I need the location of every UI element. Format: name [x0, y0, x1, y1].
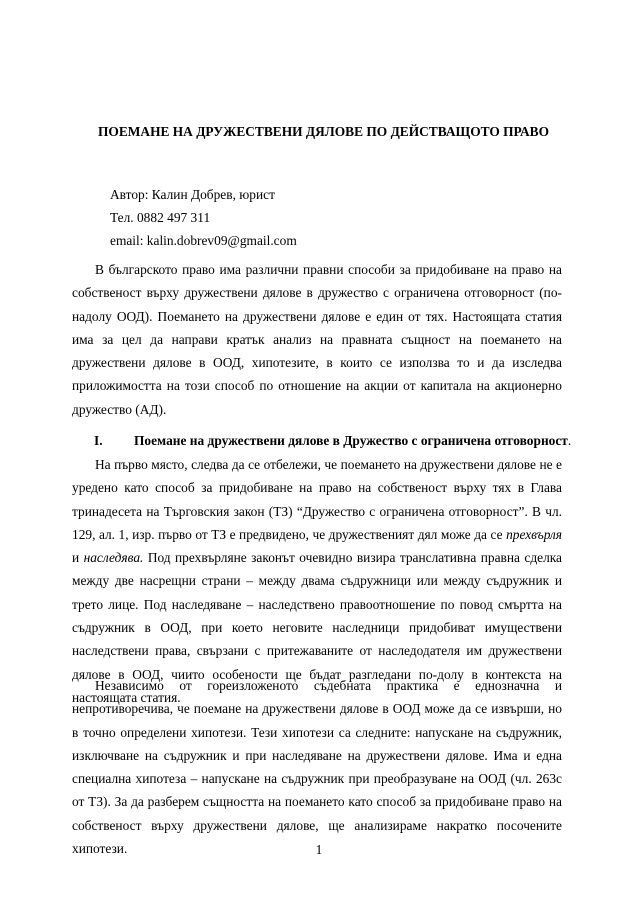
page-number: 1	[315, 842, 323, 857]
section-number: I.	[94, 433, 103, 448]
author-name: Автор: Калин Добрев, юрист	[110, 187, 275, 202]
paragraph-3: Независимо от гореизложеното съдебната практика е еднозначна и непротиворечива, че поемане на дружествени дялове в ООД може да се извърши, но в точно определени хипотези. Тези хипотези са следните: напускане на съдружник, изключване на съдружник и при наследяване на дружествени дялове. Има и една специална хипотеза – напускане на съдружник при преобразуване на ООД (чл. 263с от ТЗ). За да разберем същността на поемането като способ за придобиване право на собственост върху дружествени дялове, ще анализираме накратко посочените хипотези.	[72, 678, 562, 857]
author-block	[110, 183, 297, 252]
document-title: ПОЕМАНЕ НА ДРУЖЕСТВЕНИ ДЯЛОВЕ ПО ДЕЙСТВАЩОТО ПРАВО	[98, 124, 550, 139]
paragraph-2-part2: и	[72, 550, 84, 566]
paragraph-2-part1: На първо място, следва да се отбележи, че поемането на дружествени дялове не е уредено като способ за придобиване на право на собственост върху тях в Глава тринадесета на Търговския закон (ТЗ) “Дружество с ограничена отговорност”. В чл. 129, ал. 1, изр. първо от ТЗ е предвидено, че дружественият дял може да се	[72, 457, 562, 542]
section-heading-text: Поемане на дружествени дялове в Дружество с ограничена отговорност	[134, 433, 568, 448]
section-heading-end: .	[567, 433, 572, 448]
paragraph-2	[72, 453, 562, 709]
intro-paragraph: В българското право има различни правни способи за придобиване на право на собственост върху дружествени дялове в дружество с ограничена отговорност (по-надолу ООД). Поемането на дружествени дялове е един от тях. Настоящата статия има за цел да направи кратък анализ на правната същност на поемането на дружествени дялове в ООД, хипотезите, в които се използва то и да изследва приложимостта на този способ по отношение на акции от капитала на акционерно дружество (АД).	[72, 262, 562, 417]
paragraph-2-italic-transfer: прехвърля	[506, 526, 562, 542]
paragraph-2-part3: Под прехвърляне законът очевидно визира транслативна правна сделка между две насрещни страни – между двама съдружници или между съдружник и трето лице. Под наследяване – наследствено правоотношение по повод смъртта на съдружник в ООД, при което неговите наследници придобиват имуществени наследствени права, свързани с притежаваните от наследодателя им дружествени дялове в ООД, чиито особености ще бъдат разгледани по-долу в контекста на настоящата статия.	[72, 550, 562, 705]
author-email: email: kalin.dobrev09@gmail.com	[110, 233, 297, 248]
section-heading	[94, 433, 572, 449]
author-phone: Тел. 0882 497 311	[110, 210, 211, 225]
paragraph-2-italic-inherit: наследява.	[83, 550, 144, 566]
